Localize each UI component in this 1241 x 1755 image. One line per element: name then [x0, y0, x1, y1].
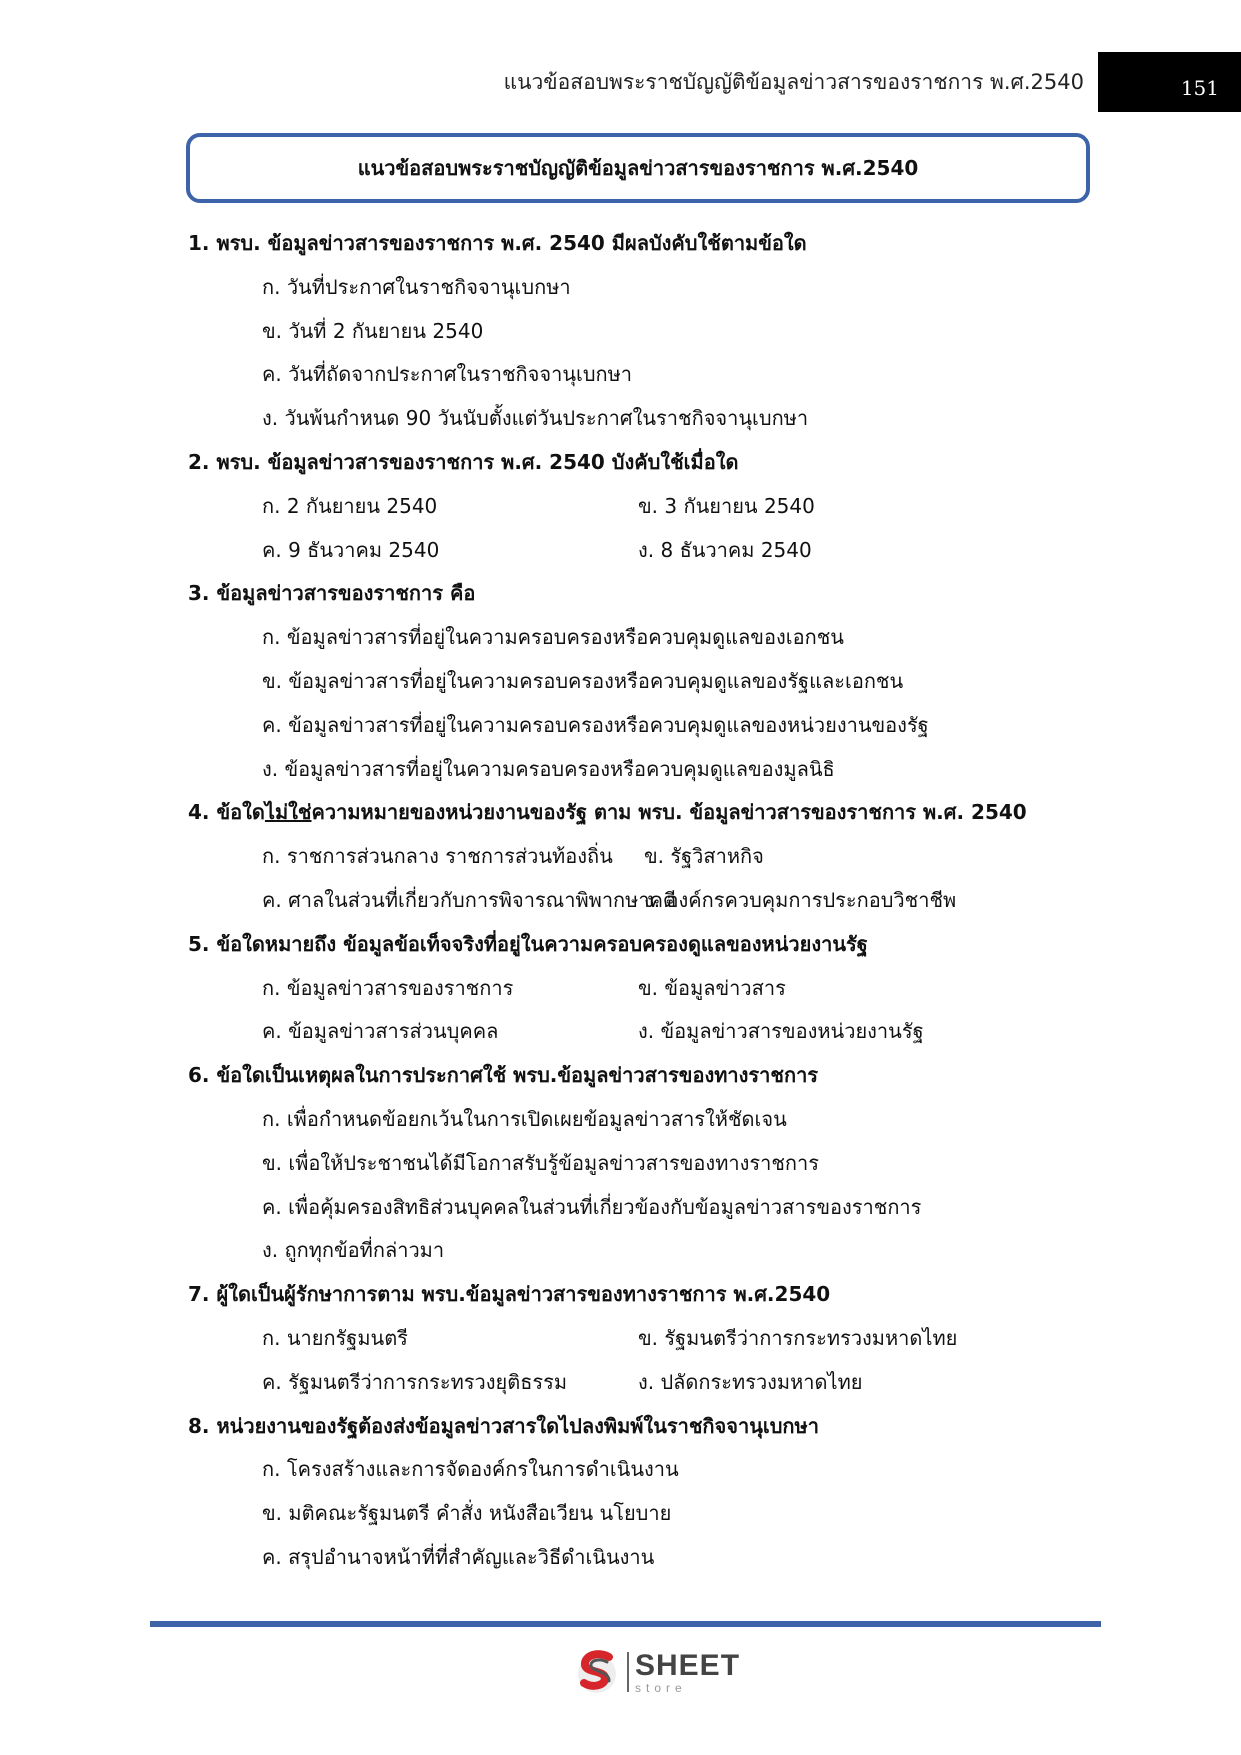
option-row — [188, 835, 1118, 879]
option-row — [188, 1361, 1118, 1405]
option: ก. เพื่อกำหนดข้อยกเว้นในการเปิดเผยข้อมูลข่าวสารให้ชัดเจน — [262, 1106, 787, 1131]
option: ข. รัฐมนตรีว่าการกระทรวงมหาดไทย — [638, 1325, 958, 1350]
option-row — [188, 485, 1118, 529]
question-7: 7. ผู้ใดเป็นผู้รักษาการตาม พรบ.ข้อมูลข่าวสารของทางราชการ พ.ศ.2540 — [188, 1282, 831, 1307]
question-1: 1. พรบ. ข้อมูลข่าวสารของราชการ พ.ศ. 2540 มีผลบังคับใช้ตามข้อใด — [188, 231, 807, 255]
page-number-box — [1098, 52, 1241, 112]
option: ค. วันที่ถัดจากประกาศในราชกิจจานุเบกษา — [262, 362, 633, 387]
question-5: 5. ข้อใดหมายถึง ข้อมูลข้อเท็จจริงที่อยู่ในความครอบครองดูแลของหน่วยงานรัฐ — [188, 931, 868, 956]
option: ง. วันพ้นกำหนด 90 วันนับตั้งแต่วันประกาศในราชกิจจานุเบกษา — [262, 406, 809, 431]
title-box — [186, 133, 1090, 203]
option: ค. 9 ธันวาคม 2540 — [262, 537, 440, 562]
option: ก. 2 กันยายน 2540 — [262, 493, 438, 518]
option: ค. ข้อมูลข่าวสารที่อยู่ในความครอบครองหรือควบคุมดูแลของหน่วยงานของรัฐ — [262, 712, 929, 737]
logo-separator — [627, 1652, 629, 1692]
option: ข. วันที่ 2 กันยายน 2540 — [262, 318, 484, 343]
option: ข. 3 กันยายน 2540 — [638, 493, 815, 518]
option: ง. ข้อมูลข่าวสารที่อยู่ในความครอบครองหรือควบคุมดูแลของมูลนิธิ — [262, 756, 835, 781]
option-row — [188, 967, 1118, 1011]
option: ก. ข้อมูลข่าวสารที่อยู่ในความครอบครองหรือควบคุมดูแลของเอกชน — [262, 625, 844, 650]
option: ข. มติคณะรัฐมนตรี คำสั่ง หนังสือเวียน นโยบาย — [262, 1501, 672, 1526]
option: ง. ข้อมูลข่าวสารของหน่วยงานรัฐ — [638, 1019, 924, 1044]
option-row — [188, 1317, 1118, 1361]
option: ง. ปลัดกระทรวงมหาดไทย — [638, 1369, 863, 1394]
question-8: 8. หน่วยงานของรัฐต้องส่งข้อมูลข่าวสารใดไปลงพิมพ์ในราชกิจจานุเบกษา — [188, 1413, 819, 1438]
option: ง. องค์กรควบคุมการประกอบวิชาชีพ — [644, 887, 957, 912]
option: ค. ข้อมูลข่าวสารส่วนบุคคล — [262, 1019, 499, 1044]
question-4-suffix: ความหมายของหน่วยงานของรัฐ ตาม พรบ. ข้อมูลข่าวสารของราชการ พ.ศ. 2540 — [311, 800, 1027, 825]
logo-sub-text: store — [635, 1680, 687, 1695]
option: ง. ถูกทุกข้อที่กล่าวมา — [262, 1238, 445, 1263]
option: ข. ข้อมูลข่าวสาร — [638, 975, 786, 1000]
question-list — [188, 222, 1118, 1580]
running-header-title: แนวข้อสอบพระราชบัญญัติข้อมูลข่าวสารของราชการ พ.ศ.2540 — [503, 70, 1084, 94]
option: ก. นายกรัฐมนตรี — [262, 1325, 408, 1350]
question-3: 3. ข้อมูลข่าวสารของราชการ คือ — [188, 581, 476, 606]
footer-divider — [150, 1621, 1101, 1627]
question-4-underlined: ไม่ใช่ — [264, 800, 312, 825]
option: ก. โครงสร้างและการจัดองค์กรในการดำเนินงาน — [262, 1457, 679, 1482]
option: ค. รัฐมนตรีว่าการกระทรวงยุติธรรม — [262, 1369, 568, 1394]
option-row — [188, 1010, 1118, 1054]
option: ก. ข้อมูลข่าวสารของราชการ — [262, 975, 514, 1000]
logo-text — [635, 1648, 741, 1695]
sheet-store-s-logo-icon — [575, 1648, 621, 1696]
question-4-prefix: 4. ข้อใด — [188, 800, 265, 825]
question-6: 6. ข้อใดเป็นเหตุผลในการประกาศใช้ พรบ.ข้อมูลข่าวสารของทางราชการ — [188, 1063, 819, 1088]
question-2: 2. พรบ. ข้อมูลข่าวสารของราชการ พ.ศ. 2540 บังคับใช้เมื่อใด — [188, 449, 739, 474]
page-title: แนวข้อสอบพระราชบัญญัติข้อมูลข่าวสารของราชการ พ.ศ.2540 — [357, 156, 919, 180]
option: ค. สรุปอำนาจหน้าที่ที่สำคัญและวิธีดำเนินงาน — [262, 1544, 655, 1569]
option: ข. รัฐวิสาหกิจ — [644, 844, 764, 869]
logo-main-text: SHEET — [635, 1648, 741, 1682]
page-number: 151 — [1180, 76, 1219, 100]
option: ข. เพื่อให้ประชาชนได้มีโอกาสรับรู้ข้อมูลข่าวสารของทางราชการ — [262, 1150, 820, 1175]
option: ค. ศาลในส่วนที่เกี่ยวกับการพิจารณาพิพากษาคดี — [262, 887, 676, 912]
option: ก. ราชการส่วนกลาง ราชการส่วนท้องถิ่น — [262, 844, 613, 869]
option: ก. วันที่ประกาศในราชกิจจานุเบกษา — [262, 274, 571, 299]
option: ข. ข้อมูลข่าวสารที่อยู่ในความครอบครองหรือควบคุมดูแลของรัฐและเอกชน — [262, 668, 904, 693]
sheet-store-logo — [575, 1648, 740, 1696]
option-row — [188, 879, 1118, 923]
question-4 — [188, 791, 1118, 835]
option: ง. 8 ธันวาคม 2540 — [638, 537, 812, 562]
option: ค. เพื่อคุ้มครองสิทธิส่วนบุคคลในส่วนที่เกี่ยวข้องกับข้อมูลข่าวสารของราชการ — [262, 1194, 922, 1219]
option-row — [188, 529, 1118, 573]
